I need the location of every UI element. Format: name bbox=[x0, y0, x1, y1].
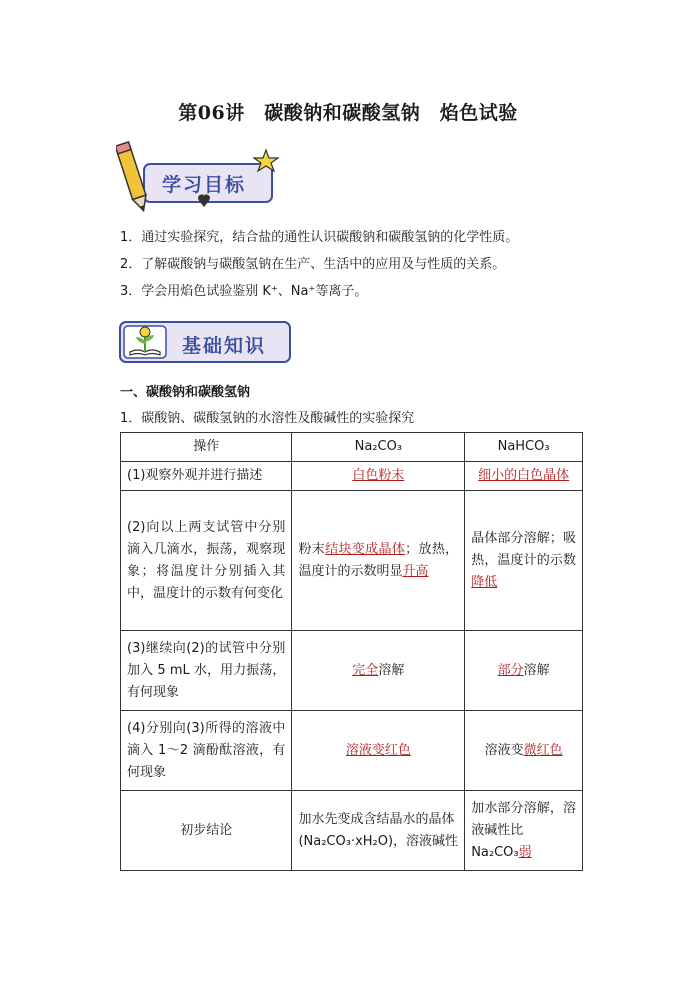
answer-text: 弱 bbox=[518, 844, 532, 860]
answer-text: 细小的白色晶体 bbox=[478, 468, 570, 483]
answer-text: 微红色 bbox=[523, 742, 563, 758]
objective-3: 3．学会用焰色试验鉴别 K⁺、Na⁺等离子。 bbox=[120, 284, 368, 299]
row3-nahco3: 部分溶解 bbox=[465, 631, 583, 711]
row2-nahco3: 晶体部分溶解；吸热，温度计的示数降低 bbox=[465, 491, 583, 631]
row1-nahco3 bbox=[465, 462, 583, 491]
header-nahco3: NaHCO₃ bbox=[465, 433, 583, 462]
row5-na2co3: 加水先变成含结晶水的晶体 (Na₂CO₃·xH₂O)，溶液碱性 bbox=[292, 791, 465, 871]
basics-badge bbox=[118, 318, 294, 366]
row3-na2co3: 完全溶解 bbox=[292, 631, 465, 711]
section-heading: 一、碳酸钠和碳酸氢钠 bbox=[120, 385, 251, 400]
table-row bbox=[121, 631, 583, 711]
row4-nahco3: 溶液变微红色 bbox=[465, 711, 583, 791]
row5-nahco3: 加水部分溶解，溶液碱性比 Na₂CO₃弱 bbox=[465, 791, 583, 871]
row2-operation: (2)向以上两支试管中分别滴入几滴水，振荡，观察现象；将温度计分别插入其中，温度计的示数有何变化 bbox=[121, 491, 292, 631]
objective-1: 1．通过实验探究，结合盐的通性认识碳酸钠和碳酸氢钠的化学性质。 bbox=[120, 230, 519, 245]
answer-text: 降低 bbox=[471, 574, 498, 590]
objectives-badge bbox=[116, 140, 286, 216]
page-title: 第06讲 碳酸钠和碳酸氢钠 焰色试验 bbox=[178, 102, 518, 124]
table-header-row bbox=[121, 433, 583, 462]
subsection-heading: 1．碳酸钠、碳酸氢钠的水溶性及酸碱性的实验探究 bbox=[120, 411, 415, 426]
header-na2co3: Na₂CO₃ bbox=[292, 433, 465, 462]
basics-badge-label: 基础知识 bbox=[182, 335, 267, 357]
row3-operation: (3)继续向(2)的试管中分别加入 5 mL 水，用力振荡，有何现象 bbox=[121, 631, 292, 711]
table-row bbox=[121, 791, 583, 871]
row1-na2co3 bbox=[292, 462, 465, 491]
row4-na2co3 bbox=[292, 711, 465, 791]
table-row bbox=[121, 462, 583, 491]
answer-text: 白色粉末 bbox=[352, 468, 405, 483]
row5-operation: 初步结论 bbox=[121, 791, 292, 871]
answer-text: 完全 bbox=[352, 662, 379, 678]
header-operation: 操作 bbox=[121, 433, 292, 462]
row4-operation: (4)分别向(3)所得的溶液中滴入 1～2 滴酚酞溶液，有何现象 bbox=[121, 711, 292, 791]
table-row bbox=[121, 711, 583, 791]
answer-text: 溶液变红色 bbox=[345, 742, 411, 758]
answer-text: 升高 bbox=[402, 563, 429, 579]
row1-operation: (1)观察外观并进行描述 bbox=[121, 462, 292, 491]
table-row bbox=[121, 491, 583, 631]
objective-2: 2．了解碳酸钠与碳酸氢钠在生产、生活中的应用及与性质的关系。 bbox=[120, 257, 506, 272]
row2-na2co3: 粉末结块变成晶体；放热，温度计的示数明显升高 bbox=[292, 491, 465, 631]
experiment-table bbox=[120, 432, 583, 871]
objectives-badge-label: 学习目标 bbox=[162, 174, 247, 196]
answer-text: 结块变成晶体 bbox=[325, 541, 406, 557]
answer-text: 部分 bbox=[497, 662, 524, 678]
